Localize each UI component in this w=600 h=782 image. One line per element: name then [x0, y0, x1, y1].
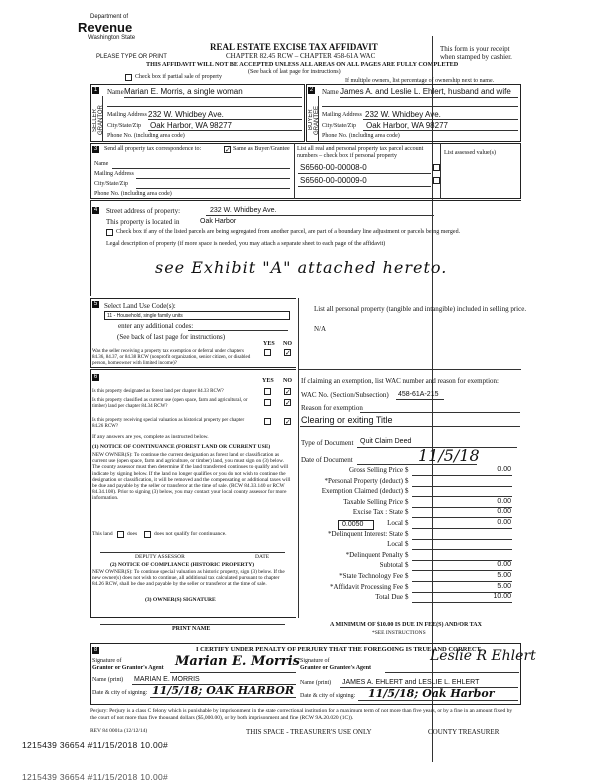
buyer-mailing: 232 W. Whidbey Ave. — [365, 110, 441, 119]
buyer-name-label: Name — [322, 88, 339, 96]
calc-row-value: 0.00 — [497, 466, 511, 473]
parcel-1: S6560-00-00008-0 — [300, 163, 367, 172]
doc-type-value: Quit Claim Deed — [360, 438, 412, 445]
calc-row-label: Taxable Selling Price — [343, 497, 403, 506]
located-value: Oak Harbor — [200, 218, 237, 225]
partial-sale-checkbox[interactable] — [125, 74, 132, 81]
seller-side-label: SELLER GRANTOR — [92, 105, 104, 135]
s6-q2-no[interactable]: ✓ — [285, 399, 291, 407]
buyer-phone-label: Phone No. (including area code) — [322, 133, 400, 139]
doc-type-label: Type of Document — [301, 439, 354, 447]
partial-sale-label: Check box if partial sale of property — [135, 74, 222, 80]
calc-row-label: Exemption Claimed (deduct) — [321, 487, 403, 496]
buyer-divider — [318, 96, 319, 142]
seller-name-label: Name — [107, 88, 124, 96]
s6-q2-yes[interactable] — [264, 399, 271, 406]
grantor-date-city: 11/5/18; OAK HARBOR — [152, 684, 294, 697]
land-use-title: Select Land Use Code(s): — [104, 302, 176, 310]
grantee-print-label: Name (print) — [300, 680, 332, 686]
print-name-label: PRINT NAME — [172, 626, 211, 632]
deputy-label: DEPUTY ASSESSOR — [135, 554, 185, 560]
calc-row-label: Excise Tax : State — [352, 508, 403, 517]
land-use-select[interactable] — [104, 311, 290, 320]
multiple-owners-note: If multiple owners, list percentage of ownership next to name. — [345, 78, 495, 84]
owner-signature-label: (3) OWNER(S) SIGNATURE — [145, 597, 216, 603]
calc-row-label: Subtotal — [379, 561, 403, 570]
s6-q3-no[interactable]: ✓ — [285, 418, 291, 426]
recording-stamp: 1215439 36654 #11/15/2018 10.00# — [22, 740, 169, 750]
section-3-badge: 3 — [93, 146, 98, 152]
s3-name-label: Name — [94, 161, 109, 167]
logo-revenue: Revenue — [78, 20, 133, 35]
s3-phone-label: Phone No. (including area code) — [94, 191, 172, 197]
s6-q1-no[interactable]: ✓ — [285, 388, 291, 396]
does-label: does — [127, 531, 138, 537]
calc-row-value: 5.00 — [497, 572, 511, 579]
does-not-label: does not qualify for continuance. — [154, 531, 227, 537]
reason-line-2 — [300, 426, 520, 427]
please-type: PLEASE TYPE OR PRINT — [96, 54, 167, 60]
deputy-line — [100, 552, 285, 553]
certify-statement: I CERTIFY UNDER PENALTY OF PERJURY THAT THE FOREGOING IS TRUE AND CORRECT. — [196, 646, 483, 653]
calc-row — [300, 466, 515, 476]
calc-row-dollar: $ — [405, 540, 409, 549]
form-warning: THIS AFFIDAVIT WILL NOT BE ACCEPTED UNLESS ALL AREAS ON ALL PAGES ARE FULLY COMPLETED — [146, 61, 459, 68]
see-instr-note: *SEE INSTRUCTIONS — [372, 630, 426, 636]
section-1-badge: 1 — [93, 87, 98, 93]
s3-name-line — [112, 168, 290, 169]
calc-row — [300, 508, 515, 518]
wac-value: 458-61A-215 — [398, 391, 439, 398]
section-2-badge: 2 — [309, 87, 314, 93]
treasurer-space: THIS SPACE - TREASURER'S USE ONLY — [246, 728, 372, 736]
send-correspondence-label: Send all property tax correspondence to: — [104, 146, 202, 152]
personal-prop-value: N/A — [314, 325, 327, 333]
seller-name: Marian E. Morris, a single woman — [124, 87, 243, 96]
legal-handwritten: see Exhibit "A" attached hereto. — [155, 258, 448, 277]
seller-name-line-2 — [107, 106, 302, 107]
s3-mailing-label: Mailing Address — [94, 171, 134, 177]
grantor-sig-label-1: Signature of — [92, 658, 122, 664]
s5-no-checkbox[interactable]: ✓ — [285, 349, 291, 357]
grantee-date-line — [358, 700, 518, 701]
assessed-header: List assessed value(s) — [444, 150, 496, 156]
logo-state: Washington State — [88, 35, 136, 41]
parcel-2: S6560-00-00009-0 — [300, 176, 367, 185]
grantee-date-city: 11/5/18; Oak Harbor — [368, 687, 495, 700]
doc-date-label: Date of Document — [301, 456, 353, 464]
calc-row-value: 0.00 — [497, 497, 511, 505]
exemption-top-line — [298, 369, 521, 370]
calc-row-value: 0.00 — [497, 508, 511, 516]
calc-row-dollar: $ — [405, 572, 409, 580]
s3-divider — [294, 143, 295, 199]
parcel-2-line — [298, 186, 431, 187]
local-rate-box — [338, 520, 374, 530]
form-title: REAL ESTATE EXCISE TAX AFFIDAVIT — [210, 42, 378, 52]
calc-row-value: 0.00 — [497, 519, 511, 526]
wac-label: WAC No. (Section/Subsection) — [301, 391, 389, 399]
buyer-name: James A. and Leslie L. Ehlert, husband and wife — [340, 87, 511, 96]
same-as-buyer-label: Same as Buyer/Grantee — [233, 146, 290, 152]
grantee-sig-line — [385, 672, 519, 673]
located-label: This property is located in — [106, 218, 180, 226]
grantor-sig-line — [170, 672, 296, 673]
buyer-name-line — [340, 97, 518, 98]
buyer-city-line — [363, 130, 518, 131]
personal-prop-label: List all personal property (tangible and intangible) included in selling price. — [314, 305, 527, 313]
calc-row-label: *Personal Property (deduct) — [324, 476, 403, 485]
reason-label: Reason for exemption — [301, 404, 363, 412]
this-land: This land — [92, 531, 113, 537]
grantor-signature: Marian E. Morris — [175, 654, 300, 669]
seller-name-line — [124, 97, 302, 98]
seller-mailing: 232 W. Whidbey Ave. — [148, 110, 224, 119]
calc-row-value: 10.00 — [493, 593, 511, 601]
calc-row-dollar: $ — [405, 487, 409, 496]
doc-date-line — [357, 464, 477, 465]
seller-mailing-label: Mailing Address — [107, 112, 147, 118]
section-4-badge: 4 — [93, 207, 98, 213]
calc-row-dollar: $ — [405, 529, 409, 538]
s6-q3: Is this property receiving special valuation as historical property per chapter 84.26 RCW? — [92, 418, 245, 429]
calc-row — [300, 583, 515, 593]
grantee-sig-label-1: Signature of — [300, 658, 330, 664]
street-label: Street address of property: — [106, 207, 181, 215]
notice2-title: (2) NOTICE OF COMPLIANCE (HISTORIC PROPERTY) — [110, 562, 255, 568]
street-line — [206, 215, 434, 216]
form-chapter: CHAPTER 82.45 RCW – CHAPTER 458-61A WAC — [226, 52, 376, 60]
calc-row — [300, 561, 515, 571]
additional-codes-label: enter any additional codes: — [118, 322, 194, 330]
print-name-line — [100, 624, 285, 625]
buyer-name-line-2 — [322, 106, 518, 107]
calc-row-line — [412, 602, 512, 603]
s6-yes: YES — [262, 378, 274, 384]
calc-row-dollar: $ — [405, 466, 409, 474]
calc-row — [300, 477, 515, 487]
s6-if-yes: If any answers are yes, complete as instructed below. — [92, 434, 209, 440]
s5-yes-checkbox[interactable] — [264, 349, 271, 356]
see-back-note: (See back of last page for instructions) — [248, 69, 341, 75]
recording-stamp-cut: 1215439 36654 #11/15/2018 10.00# — [22, 772, 169, 782]
calc-row-dollar: $ — [405, 561, 409, 570]
mid-divider — [298, 298, 299, 618]
calc-row-dollar: $ — [405, 508, 409, 517]
calc-row-dollar: $ — [405, 550, 409, 559]
segregated-checkbox[interactable] — [106, 229, 113, 236]
buyer-mailing-line — [363, 119, 518, 120]
reason-value: Clearing or exiting Title — [301, 415, 393, 425]
additional-codes-line — [188, 330, 288, 331]
parcel-1-line — [298, 173, 431, 174]
does-checkbox[interactable] — [117, 531, 124, 538]
calc-row — [300, 530, 515, 540]
parcel-2-checkbox[interactable] — [433, 177, 440, 184]
calc-row-value: 0.00 — [497, 561, 511, 569]
parcel-1-checkbox[interactable] — [433, 164, 440, 171]
calc-row-label: *Delinquent Penalty — [345, 550, 403, 559]
deputy-date-label: DATE — [255, 554, 270, 560]
s6-q2: Is this property classified as current use (open space, farm and agricultural, or timber) land per chapter 84.34 RCW? — [92, 398, 248, 409]
s3-city-label: City/State/Zip — [94, 181, 128, 187]
exemption-question: Was the seller receiving a property tax exemption or deferral under chapters 84.36, 84.37, or 84.38 RCW (nonprofit organization, senior citizen, or disabled person, homeowner with limited income)? — [92, 349, 251, 366]
local-rate: 0.0050 — [342, 521, 364, 528]
section-6-badge: 6 — [93, 374, 98, 380]
calc-row-label: Gross Selling Price — [348, 466, 403, 474]
calc-row — [300, 593, 515, 603]
logo-dept-line: Department of — [90, 14, 129, 20]
buyer-city-label: City/State/Zip — [322, 123, 356, 129]
calc-row-label: *Delinquent Interest: State — [327, 529, 403, 538]
receipt-note-2: when stamped by cashier. — [440, 53, 512, 61]
notice1-body: NEW OWNER(S): To continue the current designation as forest land or classification as current use (open space, farm and agriculture, or timber) land, you must sign on (3) below. The county assessor must then determine if the land transferred continues to qualify and will indicate by signing below. If the land no longer qualifies or you do not wish to continue the designation or classification, it will be removed and the compensating or additional taxes will be due and payable by the seller or transferor at the time of sale. (RCW 84.33.140 or RCW 84.34.108). Prior to signing (3) below, you may contact your local county assessor for more information. — [92, 452, 291, 502]
county-treasurer: COUNTY TREASURER — [428, 728, 500, 736]
land-use-selected: 11 - Household, single family units — [107, 313, 183, 319]
same-as-buyer-checkbox[interactable]: ✓ — [225, 146, 231, 154]
calc-row-dollar: $ — [405, 593, 409, 602]
grantor-date-label: Date & city of signing: — [92, 690, 148, 696]
s6-q1-yes[interactable] — [264, 388, 271, 395]
calc-row — [300, 498, 515, 508]
wac-line — [396, 399, 444, 400]
s6-q1: Is this property designated as forest land per chapter 84.33 RCW? — [92, 389, 224, 394]
perjury-note: Perjury: Perjury is a class C felony which is punishable by imprisonment in the state correctional institution for a maximum term of not more than five years, or by a fine in an amount fixed by the court of not more than five thousand dollars ($5,000.00), or by both imprisonment and fine (RCW 9A.20.020 (1C)). — [90, 708, 513, 721]
calc-row-label: Total Due — [375, 593, 403, 602]
receipt-note-1: This form is your receipt — [440, 45, 510, 53]
does-not-checkbox[interactable] — [144, 531, 151, 538]
s5-see-back: (See back of last page for instructions) — [117, 333, 226, 341]
calc-row — [300, 551, 515, 561]
grantee-sig-label-2: Grantee or Grantee's Agent — [300, 665, 372, 671]
seller-phone-label: Phone No. (including area code) — [107, 133, 185, 139]
seller-city: Oak Harbor, WA 98277 — [150, 121, 232, 130]
grantor-print: MARIAN E. MORRIS — [134, 676, 200, 683]
revenue-logo — [78, 14, 156, 48]
grantor-sig-label-2: Grantor or Grantor's Agent — [92, 665, 164, 671]
grantor-date-line — [150, 697, 296, 698]
calc-row — [300, 540, 515, 550]
calc-row — [300, 519, 515, 529]
doc-date-value: 11/5/18 — [418, 446, 480, 465]
grantee-signature: Leslie R Ehlert — [430, 648, 536, 664]
s6-no: NO — [283, 378, 292, 384]
calc-row-label: *Affidavit Processing Fee — [330, 582, 403, 591]
grantee-date-label: Date & city of signing: — [300, 693, 356, 699]
s6-q3-yes[interactable] — [264, 418, 271, 425]
s5-no: NO — [283, 341, 292, 347]
rev-number: REV 84 0001a (12/12/14) — [90, 728, 148, 734]
calc-row-label: Local — [387, 540, 403, 549]
reason-line-1 — [360, 412, 520, 413]
seller-divider — [102, 96, 103, 142]
legal-label: Legal description of property (if more space is needed, you may attach a separate sheet to each page of the affidavit) — [106, 241, 386, 247]
calc-row-dollar: $ — [405, 497, 409, 506]
s5-yes: YES — [263, 341, 275, 347]
section-5-badge: 5 — [93, 301, 98, 307]
notice2-body: NEW OWNER(S): To continue special valuation as historic property, sign (3) below. If the new owner(s) does not wish to continue, all additional tax calculated pursuant to chapter 84.26 RCW, shall be due and payable by the seller or transferor at the time of sale. — [92, 569, 285, 588]
calc-row — [300, 487, 515, 497]
calc-row-label: Local — [387, 519, 403, 527]
calc-row-dollar: $ — [405, 519, 409, 527]
seller-mailing-line — [148, 119, 302, 120]
s3-divider-2 — [440, 143, 441, 199]
calc-row-label: *State Technology Fee — [339, 572, 403, 580]
buyer-side-label: BUYER GRANTEE — [308, 105, 320, 135]
calc-row-dollar: $ — [405, 582, 409, 591]
calc-row — [300, 572, 515, 582]
grantor-print-label: Name (print) — [92, 677, 124, 683]
claim-label: If claiming an exemption, list WAC number and reason for exemption: — [301, 377, 499, 385]
street-value: 232 W. Whidbey Ave. — [210, 207, 277, 214]
seller-city-label: City/State/Zip — [107, 123, 141, 129]
buyer-mailing-label: Mailing Address — [322, 112, 362, 118]
parcel-header: List all real and personal property tax parcel account numbers – check box if personal property — [297, 146, 424, 159]
minimum-note: A MINIMUM OF $10.00 IS DUE IN FEE(S) AND/OR TAX — [330, 622, 482, 628]
seller-city-line — [148, 130, 302, 131]
grantee-print: JAMES A. EHLERT and LESLIE L. EHLERT — [342, 679, 480, 686]
notice1-title: (1) NOTICE OF CONTINUANCE (FOREST LAND OR CURRENT USE) — [92, 444, 271, 450]
s3-city-line — [136, 188, 290, 189]
section-8-badge: 8 — [93, 647, 98, 653]
segregated-label: Check box if any of the listed parcels are being segregated from another parcel, are part of a boundary line adjustment or parcels being merged. — [116, 229, 461, 235]
calc-row-dollar: $ — [405, 476, 409, 485]
calc-row-value: 5.00 — [497, 582, 511, 590]
buyer-city: Oak Harbor, WA 98277 — [366, 121, 448, 130]
s3-mailing-line — [136, 178, 290, 179]
